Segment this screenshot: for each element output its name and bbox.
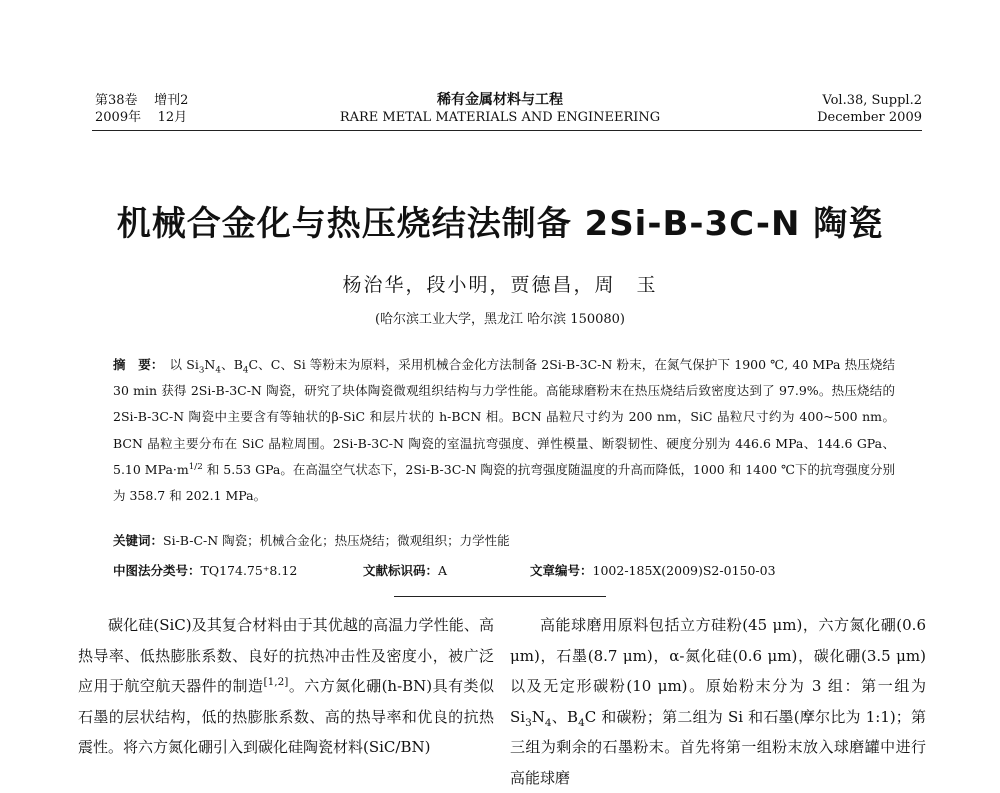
subscript: 4 [215, 365, 221, 376]
abstract-text: N [204, 357, 216, 372]
authors: 杨治华，段小明，贾德昌，周 玉 [342, 274, 658, 296]
body-paragraph [510, 610, 926, 793]
abstract-text: 和 5.53 GPa。在高温空气状态下，2Si-B-3C-N 陶瓷的抗弯强度随温度的升高而降低，1000 和 1400 ℃下的抗弯强度分别为 358.7 和 202.1 MPa。 [113, 461, 895, 504]
keywords-text: Si-B-C-N 陶瓷；机械合金化；热压烧结；微观组织；力学性能 [163, 533, 510, 548]
supplement-cn: 增刊2 [154, 93, 189, 108]
abstract-text: 、B [220, 357, 243, 372]
abstract-text: 以 Si [169, 357, 199, 372]
body-text: N [531, 707, 545, 726]
journal-title-cn: 稀有金属材料与工程 [437, 92, 563, 108]
article-value: 1002-185X(2009)S2-0150-03 [592, 563, 776, 578]
article-number [530, 561, 776, 579]
body-text: C 和碳粉；第二组为 Si 和石墨(摩尔比为 1:1)；第三组为剩余的石墨粉末。首先将第一组粉末放入球磨罐中进行高能球磨 [510, 707, 926, 787]
clc-value: TQ174.75⁺8.12 [200, 563, 298, 578]
subscript: 3 [525, 716, 532, 729]
body-text: 、B [551, 707, 579, 726]
keywords [113, 531, 895, 549]
journal-title-en: RARE METAL MATERIALS AND ENGINEERING [339, 110, 661, 125]
subscript: 4 [578, 716, 585, 729]
keywords-label: 关键词： [113, 533, 164, 548]
subscript: 4 [544, 716, 552, 729]
abstract [113, 352, 895, 509]
body-text: 高能球磨用原料包括立方硅粉(45 μm)，六方氮化硼(0.6 μm)，石墨(8.7 μm)，α-氮化硅(0.6 μm)，碳化硼(3.5 μm)以及无定形碳粉(10 μm)。原始粉末分为 3 组：第一组为 Si [510, 616, 926, 726]
clc-code [113, 561, 297, 579]
body-column-right [510, 610, 926, 793]
clc-label: 中图法分类号： [113, 563, 201, 578]
doc-value: A [438, 563, 448, 578]
body-column-left [78, 610, 494, 763]
volume-en: Vol.38, Suppl.2 [822, 93, 922, 108]
body-text: 。六方氮化硼(h-BN)具有类似石墨的层状结构，低的热膨胀系数、高的热导率和优良的抗热震性。将六方氮化硼引入到碳化硅陶瓷材料(SiC/BN) [78, 677, 494, 756]
date-en: December 2009 [817, 110, 922, 125]
year-cn: 2009年 [95, 110, 142, 125]
citation: [1,2] [263, 676, 289, 688]
month-cn: 12月 [157, 110, 188, 125]
section-divider [394, 596, 606, 597]
abstract-text: C、C、Si 等粉末为原料，采用机械合金化方法制备 2Si-B-3C-N 粉末，在氮气保护下 1900 ℃, 40 MPa 热压烧结 30 min 获得 2Si-B-3C-N 陶瓷，研究了块体陶瓷微观组织结构与力学性能。高能球磨粉末在热压烧结后致密度达到了 97.9%。热压烧结的 2Si-B-3C-N 陶瓷中主要含有等轴状的β-SiC 和层片状的 h-BCN 相。BCN 晶粒尺寸约为 200 nm，SiC 晶粒尺寸约为 400~500 nm。BCN 晶粒主要分布在 SiC 晶粒周围。2Si-B-3C-N 陶瓷的室温抗弯强度、弹性模量、断裂韧性、硬度分别为 446.6 MPa、144.6 GPa、5.10 MPa·m [113, 357, 895, 477]
volume-cn: 第38卷 [95, 93, 138, 108]
body-paragraph [78, 610, 494, 763]
subscript: 4 [242, 365, 249, 376]
header-right [817, 92, 922, 126]
affiliation: (哈尔滨工业大学，黑龙江 哈尔滨 150080) [374, 312, 626, 327]
paper-title: 机械合金化与热压烧结法制备 2Si-B-3C-N 陶瓷 [116, 204, 884, 244]
doc-code [363, 561, 447, 579]
superscript: 1/2 [188, 461, 203, 472]
body-text: 碳化硅(SiC)及其复合材料由于其优越的高温力学性能、高热导率、低热膨胀系数、良好的抗热冲击性及密度小，被广泛应用于航空航天器件的制造 [78, 616, 494, 695]
article-label: 文章编号： [530, 563, 593, 578]
header-rule [92, 130, 922, 131]
subscript: 3 [198, 365, 205, 376]
doc-label: 文献标识码： [363, 563, 439, 578]
abstract-label: 摘 要： [113, 357, 164, 372]
